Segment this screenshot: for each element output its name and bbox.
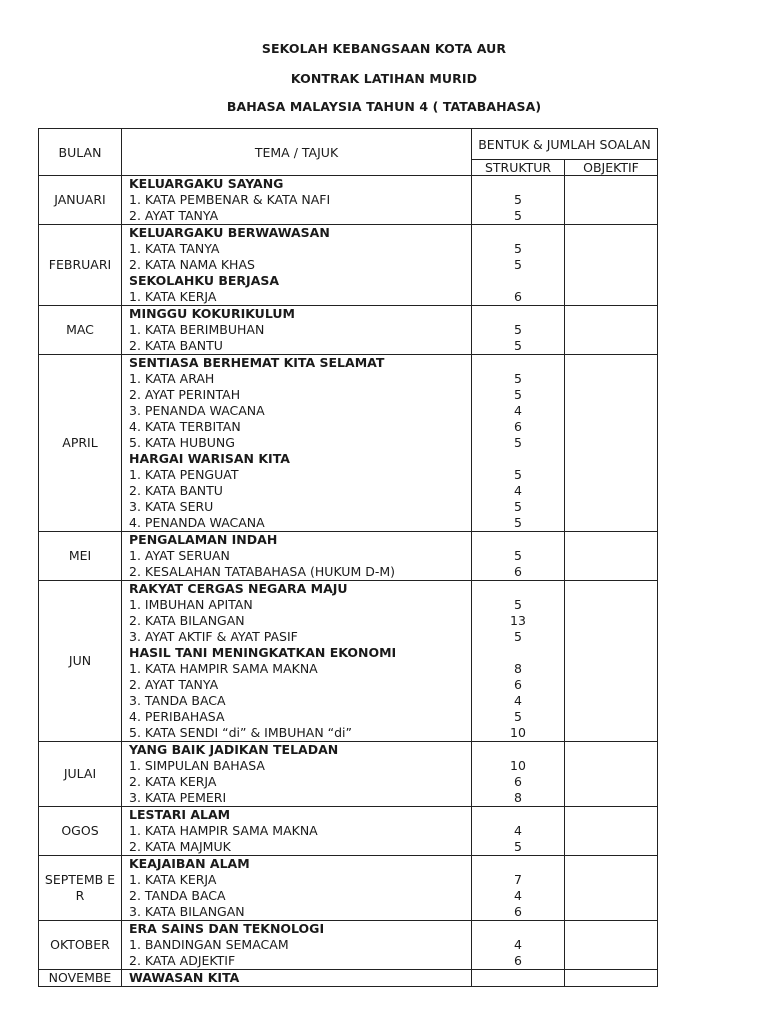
struktur-count: 4 bbox=[472, 937, 565, 953]
topic-item: 3. AYAT AKTIF & AYAT PASIF bbox=[122, 629, 472, 645]
struktur-count: 6 bbox=[472, 953, 565, 970]
table-row bbox=[39, 677, 658, 693]
table-row bbox=[39, 257, 658, 273]
topic-item: 2. KATA ADJEKTIF bbox=[122, 953, 472, 970]
table-row bbox=[39, 742, 658, 759]
document-title: KONTRAK LATIHAN MURID bbox=[290, 71, 478, 86]
table-row bbox=[39, 921, 658, 938]
topic-item: 1. KATA ARAH bbox=[122, 371, 472, 387]
month-cell: JANUARI bbox=[39, 176, 122, 225]
topic-item: 4. PENANDA WACANA bbox=[122, 515, 472, 532]
table-row bbox=[39, 970, 658, 987]
objektif-count bbox=[565, 322, 658, 338]
objektif-count bbox=[565, 953, 658, 970]
struktur-count: 5 bbox=[472, 208, 565, 225]
struktur-count: 5 bbox=[472, 257, 565, 273]
topic-item: 1. KATA BERIMBUHAN bbox=[122, 322, 472, 338]
topic-item: 1. KATA TANYA bbox=[122, 241, 472, 257]
objektif-count bbox=[565, 725, 658, 742]
objektif-count bbox=[565, 241, 658, 257]
table-row bbox=[39, 371, 658, 387]
table-row bbox=[39, 176, 658, 193]
table-row bbox=[39, 532, 658, 549]
objektif-count bbox=[565, 888, 658, 904]
objektif-count bbox=[565, 387, 658, 403]
month-cell: MAC bbox=[39, 306, 122, 355]
objektif-count bbox=[565, 661, 658, 677]
table-row bbox=[39, 451, 658, 467]
theme-title: PENGALAMAN INDAH bbox=[122, 532, 472, 549]
struktur-count: 5 bbox=[472, 371, 565, 387]
table-row bbox=[39, 273, 658, 289]
table-row bbox=[39, 581, 658, 598]
objektif-count bbox=[565, 419, 658, 435]
struktur-count bbox=[472, 306, 565, 323]
objektif-count bbox=[565, 790, 658, 807]
objektif-count bbox=[565, 645, 658, 661]
objektif-count bbox=[565, 581, 658, 598]
table-body bbox=[39, 176, 658, 987]
topic-item: 2. KATA KERJA bbox=[122, 774, 472, 790]
topic-item: 1. AYAT SERUAN bbox=[122, 548, 472, 564]
table-row bbox=[39, 208, 658, 225]
header-struktur: STRUKTUR bbox=[472, 160, 565, 176]
table-row bbox=[39, 725, 658, 742]
header-objektif: OBJEKTIF bbox=[565, 160, 658, 176]
struktur-count: 10 bbox=[472, 725, 565, 742]
objektif-count bbox=[565, 176, 658, 193]
objektif-count bbox=[565, 515, 658, 532]
table-row bbox=[39, 322, 658, 338]
objektif-count bbox=[565, 371, 658, 387]
table-row bbox=[39, 597, 658, 613]
topic-item: 2. AYAT PERINTAH bbox=[122, 387, 472, 403]
struktur-count: 4 bbox=[472, 693, 565, 709]
topic-item: 1. KATA KERJA bbox=[122, 289, 472, 306]
theme-title: SEKOLAHKU BERJASA bbox=[122, 273, 472, 289]
objektif-count bbox=[565, 403, 658, 419]
struktur-count: 5 bbox=[472, 548, 565, 564]
struktur-count: 6 bbox=[472, 774, 565, 790]
syllabus-table bbox=[38, 128, 658, 987]
topic-item: 3. TANDA BACA bbox=[122, 693, 472, 709]
objektif-count bbox=[565, 451, 658, 467]
struktur-count bbox=[472, 225, 565, 242]
struktur-count bbox=[472, 645, 565, 661]
topic-item: 2. KATA BILANGAN bbox=[122, 613, 472, 629]
objektif-count bbox=[565, 839, 658, 856]
theme-title: HARGAI WARISAN KITA bbox=[122, 451, 472, 467]
struktur-count bbox=[472, 176, 565, 193]
theme-title: SENTIASA BERHEMAT KITA SELAMAT bbox=[122, 355, 472, 372]
month-cell: FEBRUARI bbox=[39, 225, 122, 306]
struktur-count: 6 bbox=[472, 564, 565, 581]
struktur-count: 5 bbox=[472, 241, 565, 257]
topic-item: 1. IMBUHAN APITAN bbox=[122, 597, 472, 613]
objektif-count bbox=[565, 629, 658, 645]
struktur-count bbox=[472, 355, 565, 372]
table-row bbox=[39, 355, 658, 372]
objektif-count bbox=[565, 677, 658, 693]
table-row bbox=[39, 338, 658, 355]
table-row bbox=[39, 435, 658, 451]
objektif-count bbox=[565, 273, 658, 289]
theme-title: MINGGU KOKURIKULUM bbox=[122, 306, 472, 323]
struktur-count: 8 bbox=[472, 790, 565, 807]
struktur-count: 13 bbox=[472, 613, 565, 629]
topic-item: 4. PERIBAHASA bbox=[122, 709, 472, 725]
objektif-count bbox=[565, 338, 658, 355]
objektif-count bbox=[565, 467, 658, 483]
objektif-count bbox=[565, 856, 658, 873]
objektif-count bbox=[565, 257, 658, 273]
theme-title: LESTARI ALAM bbox=[122, 807, 472, 824]
struktur-count: 5 bbox=[472, 709, 565, 725]
objektif-count bbox=[565, 208, 658, 225]
table-row bbox=[39, 856, 658, 873]
struktur-count: 4 bbox=[472, 823, 565, 839]
struktur-count bbox=[472, 970, 565, 987]
objektif-count bbox=[565, 306, 658, 323]
struktur-count: 5 bbox=[472, 387, 565, 403]
table-row bbox=[39, 564, 658, 581]
header-bentuk: BENTUK & JUMLAH SOALAN bbox=[472, 129, 658, 160]
struktur-count: 8 bbox=[472, 661, 565, 677]
objektif-count bbox=[565, 435, 658, 451]
objektif-count bbox=[565, 709, 658, 725]
struktur-count: 4 bbox=[472, 483, 565, 499]
table-row bbox=[39, 937, 658, 953]
table-row bbox=[39, 629, 658, 645]
table-row bbox=[39, 645, 658, 661]
topic-item: 1. KATA PEMBENAR & KATA NAFI bbox=[122, 192, 472, 208]
topic-item: 3. KATA SERU bbox=[122, 499, 472, 515]
table-row bbox=[39, 709, 658, 725]
table-row bbox=[39, 774, 658, 790]
struktur-count bbox=[472, 273, 565, 289]
topic-item: 2. KATA MAJMUK bbox=[122, 839, 472, 856]
topic-item: 5. KATA HUBUNG bbox=[122, 435, 472, 451]
table-row bbox=[39, 419, 658, 435]
month-cell: OKTOBER bbox=[39, 921, 122, 970]
table-row bbox=[39, 306, 658, 323]
objektif-count bbox=[565, 904, 658, 921]
topic-item: 1. KATA HAMPIR SAMA MAKNA bbox=[122, 823, 472, 839]
struktur-count: 6 bbox=[472, 677, 565, 693]
theme-title: ERA SAINS DAN TEKNOLOGI bbox=[122, 921, 472, 938]
struktur-count: 5 bbox=[472, 499, 565, 515]
table-row bbox=[39, 387, 658, 403]
struktur-count: 5 bbox=[472, 629, 565, 645]
struktur-count: 5 bbox=[472, 322, 565, 338]
objektif-count bbox=[565, 970, 658, 987]
objektif-count bbox=[565, 355, 658, 372]
objektif-count bbox=[565, 564, 658, 581]
month-cell: SEPTEMB ER bbox=[39, 856, 122, 921]
struktur-count: 5 bbox=[472, 338, 565, 355]
objektif-count bbox=[565, 921, 658, 938]
objektif-count bbox=[565, 597, 658, 613]
theme-title: RAKYAT CERGAS NEGARA MAJU bbox=[122, 581, 472, 598]
objektif-count bbox=[565, 483, 658, 499]
month-cell: OGOS bbox=[39, 807, 122, 856]
table-row bbox=[39, 953, 658, 970]
objektif-count bbox=[565, 742, 658, 759]
table-row bbox=[39, 499, 658, 515]
topic-item: 5. KATA SENDI “di” & IMBUHAN “di” bbox=[122, 725, 472, 742]
topic-item: 3. KATA BILANGAN bbox=[122, 904, 472, 921]
struktur-count bbox=[472, 856, 565, 873]
topic-item: 1. BANDINGAN SEMACAM bbox=[122, 937, 472, 953]
objektif-count bbox=[565, 693, 658, 709]
objektif-count bbox=[565, 823, 658, 839]
table-row bbox=[39, 515, 658, 532]
table-row bbox=[39, 613, 658, 629]
struktur-count: 10 bbox=[472, 758, 565, 774]
theme-title: WAWASAN KITA bbox=[122, 970, 472, 987]
objektif-count bbox=[565, 532, 658, 549]
month-cell: APRIL bbox=[39, 355, 122, 532]
struktur-count: 6 bbox=[472, 904, 565, 921]
struktur-count: 4 bbox=[472, 888, 565, 904]
topic-item: 2. KATA BANTU bbox=[122, 483, 472, 499]
month-cell: NOVEMBE bbox=[39, 970, 122, 987]
topic-item: 4. KATA TERBITAN bbox=[122, 419, 472, 435]
struktur-count bbox=[472, 921, 565, 938]
theme-title: KEAJAIBAN ALAM bbox=[122, 856, 472, 873]
table-row bbox=[39, 693, 658, 709]
objektif-count bbox=[565, 289, 658, 306]
table-row bbox=[39, 192, 658, 208]
header-bulan: BULAN bbox=[39, 129, 122, 176]
objektif-count bbox=[565, 758, 658, 774]
topic-item: 1. KATA PENGUAT bbox=[122, 467, 472, 483]
month-cell: MEI bbox=[39, 532, 122, 581]
struktur-count: 5 bbox=[472, 597, 565, 613]
table-row bbox=[39, 758, 658, 774]
topic-item: 2. AYAT TANYA bbox=[122, 208, 472, 225]
struktur-count: 5 bbox=[472, 839, 565, 856]
table-row bbox=[39, 225, 658, 242]
table-row bbox=[39, 548, 658, 564]
topic-item: 2. AYAT TANYA bbox=[122, 677, 472, 693]
struktur-count bbox=[472, 742, 565, 759]
objektif-count bbox=[565, 192, 658, 208]
table-row bbox=[39, 403, 658, 419]
struktur-count bbox=[472, 532, 565, 549]
theme-title: KELUARGAKU SAYANG bbox=[122, 176, 472, 193]
theme-title: YANG BAIK JADIKAN TELADAN bbox=[122, 742, 472, 759]
table-row bbox=[39, 888, 658, 904]
objektif-count bbox=[565, 225, 658, 242]
objektif-count bbox=[565, 499, 658, 515]
topic-item: 1. KATA HAMPIR SAMA MAKNA bbox=[122, 661, 472, 677]
month-cell: JULAI bbox=[39, 742, 122, 807]
table-row bbox=[39, 904, 658, 921]
topic-item: 3. PENANDA WACANA bbox=[122, 403, 472, 419]
struktur-count: 6 bbox=[472, 419, 565, 435]
topic-item: 2. KATA NAMA KHAS bbox=[122, 257, 472, 273]
struktur-count bbox=[472, 581, 565, 598]
objektif-count bbox=[565, 937, 658, 953]
table-row bbox=[39, 289, 658, 306]
topic-item: 3. KATA PEMERI bbox=[122, 790, 472, 807]
table-row bbox=[39, 790, 658, 807]
table-row bbox=[39, 467, 658, 483]
struktur-count: 5 bbox=[472, 192, 565, 208]
theme-title: KELUARGAKU BERWAWASAN bbox=[122, 225, 472, 242]
topic-item: 2. TANDA BACA bbox=[122, 888, 472, 904]
month-cell: JUN bbox=[39, 581, 122, 742]
struktur-count: 5 bbox=[472, 467, 565, 483]
topic-item: 1. KATA KERJA bbox=[122, 872, 472, 888]
struktur-count: 5 bbox=[472, 515, 565, 532]
objektif-count bbox=[565, 548, 658, 564]
objektif-count bbox=[565, 613, 658, 629]
header-tema: TEMA / TAJUK bbox=[122, 129, 472, 176]
table-row bbox=[39, 661, 658, 677]
struktur-count bbox=[472, 451, 565, 467]
subject-title: BAHASA MALAYSIA TAHUN 4 ( TATABAHASA) bbox=[226, 99, 542, 114]
table-row bbox=[39, 872, 658, 888]
school-name: SEKOLAH KEBANGSAAN KOTA AUR bbox=[261, 41, 507, 56]
objektif-count bbox=[565, 807, 658, 824]
struktur-count: 4 bbox=[472, 403, 565, 419]
table-row bbox=[39, 807, 658, 824]
topic-item: 2. KATA BANTU bbox=[122, 338, 472, 355]
objektif-count bbox=[565, 774, 658, 790]
struktur-count: 7 bbox=[472, 872, 565, 888]
table-row bbox=[39, 839, 658, 856]
table-row bbox=[39, 483, 658, 499]
theme-title: HASIL TANI MENINGKATKAN EKONOMI bbox=[122, 645, 472, 661]
table-row bbox=[39, 823, 658, 839]
table-row bbox=[39, 241, 658, 257]
struktur-count: 5 bbox=[472, 435, 565, 451]
topic-item: 1. SIMPULAN BAHASA bbox=[122, 758, 472, 774]
struktur-count: 6 bbox=[472, 289, 565, 306]
topic-item: 2. KESALAHAN TATABAHASA (HUKUM D-M) bbox=[122, 564, 472, 581]
objektif-count bbox=[565, 872, 658, 888]
struktur-count bbox=[472, 807, 565, 824]
